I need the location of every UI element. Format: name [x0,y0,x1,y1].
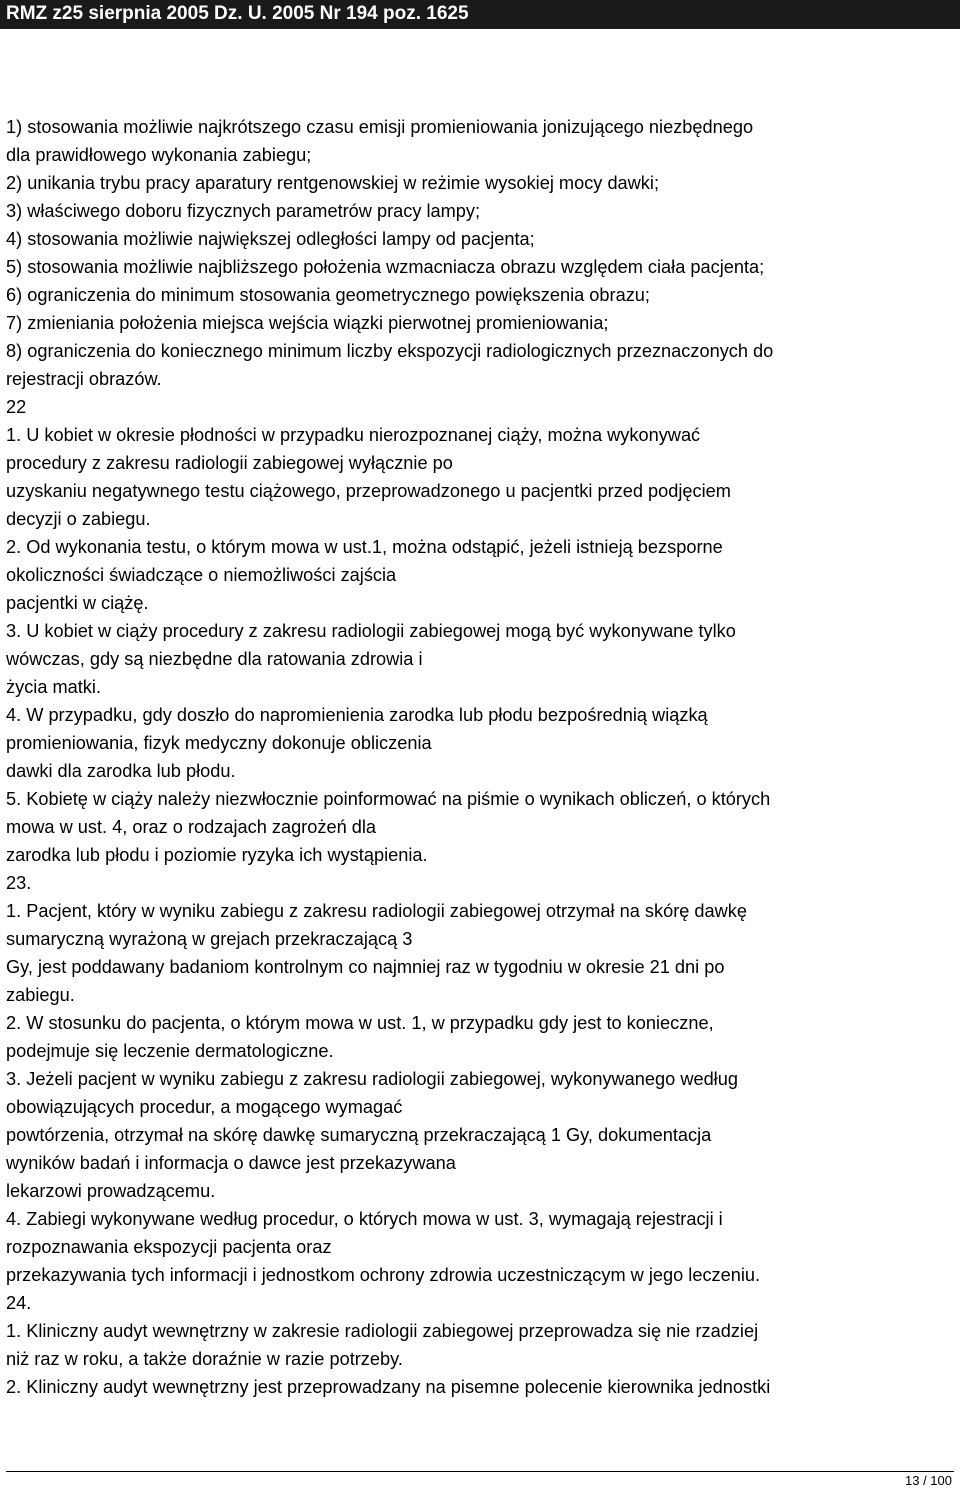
text-line: 1. U kobiet w okresie płodności w przypadku nierozpoznanej ciąży, można wykonywać [6,425,701,445]
page-number: 13 / 100 [905,1473,952,1488]
text-line: dawki dla zarodka lub płodu. [6,761,236,781]
text-line: 2. W stosunku do pacjenta, o którym mowa w ust. 1, w przypadku gdy jest to konieczne, [6,1013,714,1033]
text-line: wówczas, gdy są niezbędne dla ratowania zdrowia i [6,649,423,669]
text-line: mowa w ust. 4, oraz o rodzajach zagrożeń dla [6,817,377,837]
text-line: 5) stosowania możliwie najbliższego położenia wzmacniacza obrazu względem ciała pacjenta; [6,257,765,277]
text-line: zarodka lub płodu i poziomie ryzyka ich wystąpienia. [6,845,428,865]
text-line: 1. Pacjent, który w wyniku zabiegu z zakresu radiologii zabiegowej otrzymał na skórę dawkę [6,901,747,921]
document-title: RMZ z25 sierpnia 2005 Dz. U. 2005 Nr 194 poz. 1625 [6,3,469,24]
text-line: promieniowania, fizyk medyczny dokonuje obliczenia [6,733,432,753]
text-line: sumaryczną wyrażoną w grejach przekraczającą 3 [6,929,413,949]
text-line: rejestracji obrazów. [6,369,162,389]
text-line: 4) stosowania możliwie największej odległości lampy od pacjenta; [6,229,535,249]
text-line: 2) unikania trybu pracy aparatury rentgenowskiej w reżimie wysokiej mocy dawki; [6,173,659,193]
text-line: dla prawidłowego wykonania zabiegu; [6,145,312,165]
text-line: 5. Kobietę w ciąży należy niezwłocznie poinformować na piśmie o wynikach obliczeń, o których [6,789,771,809]
text-line: 6) ograniczenia do minimum stosowania geometrycznego powiększenia obrazu; [6,285,650,305]
text-line: procedury z zakresu radiologii zabiegowej wyłącznie po [6,453,453,473]
text-line: wyników badań i informacja o dawce jest przekazywana [6,1153,456,1173]
text-line: powtórzenia, otrzymał na skórę dawkę sumaryczną przekraczającą 1 Gy, dokumentacja [6,1125,712,1145]
text-line: 4. W przypadku, gdy doszło do napromienienia zarodka lub płodu bezpośrednią wiązką [6,705,708,725]
text-line: 7) zmieniania położenia miejsca wejścia wiązki pierwotnej promieniowania; [6,313,609,333]
text-line: okoliczności świadczące o niemożliwości zajścia [6,565,397,585]
text-line: rozpoznawania ekspozycji pacjenta oraz [6,1237,332,1257]
text-line: 2. Od wykonania testu, o którym mowa w ust.1, można odstąpić, jeżeli istnieją bezsporne [6,537,723,557]
text-line: 4. Zabiegi wykonywane według procedur, o których mowa w ust. 3, wymagają rejestracji i [6,1209,723,1229]
text-line: życia matki. [6,677,101,697]
section-heading-24: 24. [6,1293,32,1313]
text-line: 3) właściwego doboru fizycznych parametrów pracy lampy; [6,201,481,221]
text-line: 1) stosowania możliwie najkrótszego czasu emisji promieniowania jonizującego niezbędnego [6,117,754,137]
text-line: decyzji o zabiegu. [6,509,151,529]
text-line: 8) ograniczenia do koniecznego minimum liczby ekspozycji radiologicznych przeznaczonych do [6,341,774,361]
text-line: podejmuje się leczenie dermatologiczne. [6,1041,334,1061]
text-line: uzyskaniu negatywnego testu ciążowego, przeprowadzonego u pacjentki przed podjęciem [6,481,731,501]
document-body [6,113,956,1401]
text-line: niż raz w roku, a także doraźnie w razie potrzeby. [6,1349,403,1369]
text-line: 3. U kobiet w ciąży procedury z zakresu radiologii zabiegowej mogą być wykonywane tylko [6,621,736,641]
text-line: zabiegu. [6,985,75,1005]
text-line: 2. Kliniczny audyt wewnętrzny jest przeprowadzany na pisemne polecenie kierownika jednostki [6,1377,771,1397]
text-line: pacjentki w ciążę. [6,593,149,613]
footer-divider [6,1471,954,1472]
text-line: 1. Kliniczny audyt wewnętrzny w zakresie radiologii zabiegowej przeprowadza się nie rzadziej [6,1321,759,1341]
section-heading-22: 22 [6,397,27,417]
section-heading-23: 23. [6,873,32,893]
text-line: Gy, jest poddawany badaniom kontrolnym co najmniej raz w tygodniu w okresie 21 dni po [6,957,725,977]
text-line: lekarzowi prowadzącemu. [6,1181,216,1201]
text-line: 3. Jeżeli pacjent w wyniku zabiegu z zakresu radiologii zabiegowej, wykonywanego według [6,1069,738,1089]
text-line: przekazywania tych informacji i jednostkom ochrony zdrowia uczestniczącym w jego leczeniu. [6,1265,761,1285]
text-line: obowiązujących procedur, a mogącego wymagać [6,1097,403,1117]
document-header-bar [0,0,960,29]
